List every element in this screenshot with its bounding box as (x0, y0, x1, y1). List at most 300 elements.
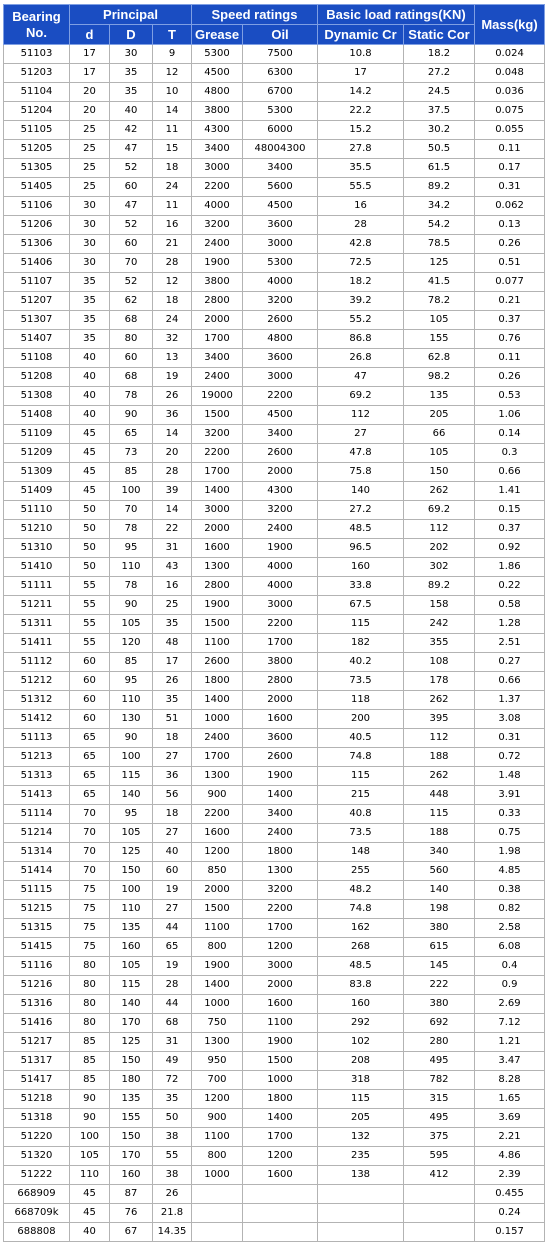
grease-cell: 1500 (192, 615, 243, 634)
table-row (4, 178, 545, 197)
d-cell: 70 (70, 843, 110, 862)
oil-cell: 48004300 (243, 140, 318, 159)
mass-cell: 0.11 (475, 140, 545, 159)
static-cell: 145 (404, 957, 475, 976)
dynamic-cell: 148 (318, 843, 404, 862)
grease-cell (192, 1204, 243, 1223)
d-cell: 100 (70, 1128, 110, 1147)
mass-cell: 2.21 (475, 1128, 545, 1147)
dynamic-cell: 27.8 (318, 140, 404, 159)
D-cell: 35 (110, 64, 153, 83)
dynamic-cell (318, 1204, 404, 1223)
static-cell: 280 (404, 1033, 475, 1052)
d-cell: 80 (70, 976, 110, 995)
bearing-cell: 51307 (4, 311, 70, 330)
dynamic-cell: 73.5 (318, 824, 404, 843)
bearing-cell: 668909 (4, 1185, 70, 1204)
mass-cell: 0.37 (475, 311, 545, 330)
T-cell: 18 (153, 805, 192, 824)
D-cell: 52 (110, 216, 153, 235)
bearing-cell: 51222 (4, 1166, 70, 1185)
bearing-cell: 51206 (4, 216, 70, 235)
oil-cell: 2000 (243, 691, 318, 710)
grease-cell: 1100 (192, 1128, 243, 1147)
table-row (4, 748, 545, 767)
mass-cell: 8.28 (475, 1071, 545, 1090)
mass-cell: 1.98 (475, 843, 545, 862)
mass-cell: 1.41 (475, 482, 545, 501)
static-cell: 105 (404, 311, 475, 330)
mass-cell: 0.075 (475, 102, 545, 121)
T-cell: 15 (153, 140, 192, 159)
oil-cell: 3600 (243, 349, 318, 368)
T-cell: 19 (153, 368, 192, 387)
oil-cell: 2600 (243, 444, 318, 463)
grease-cell (192, 1223, 243, 1242)
static-cell: 24.5 (404, 83, 475, 102)
T-cell: 51 (153, 710, 192, 729)
D-cell: 100 (110, 482, 153, 501)
dynamic-cell: 69.2 (318, 387, 404, 406)
oil-cell: 7500 (243, 45, 318, 64)
dynamic-cell: 72.5 (318, 254, 404, 273)
oil-cell: 4000 (243, 577, 318, 596)
bearing-cell: 51311 (4, 615, 70, 634)
grease-cell: 1500 (192, 406, 243, 425)
table-row (4, 216, 545, 235)
oil-cell: 1100 (243, 1014, 318, 1033)
d-cell: 50 (70, 539, 110, 558)
grease-cell: 1000 (192, 995, 243, 1014)
mass-cell: 2.51 (475, 634, 545, 653)
T-cell: 13 (153, 349, 192, 368)
static-cell: 98.2 (404, 368, 475, 387)
bearing-cell: 51108 (4, 349, 70, 368)
mass-header: Mass(kg) (475, 5, 545, 45)
oil-cell: 2600 (243, 311, 318, 330)
mass-cell: 0.13 (475, 216, 545, 235)
table-row (4, 102, 545, 121)
T-cell: 20 (153, 444, 192, 463)
static-cell: 78.2 (404, 292, 475, 311)
static-cell: 302 (404, 558, 475, 577)
T-cell: 55 (153, 1147, 192, 1166)
dynamic-cell: 112 (318, 406, 404, 425)
D-cell: 76 (110, 1204, 153, 1223)
grease-cell: 800 (192, 1147, 243, 1166)
d-cell: 20 (70, 102, 110, 121)
mass-cell: 0.76 (475, 330, 545, 349)
dynamic-cell: 205 (318, 1109, 404, 1128)
grease-cell: 1900 (192, 596, 243, 615)
grease-cell: 19000 (192, 387, 243, 406)
oil-cell: 1600 (243, 710, 318, 729)
dynamic-cell: 15.2 (318, 121, 404, 140)
T-cell: 9 (153, 45, 192, 64)
T-cell: 43 (153, 558, 192, 577)
mass-cell: 0.66 (475, 672, 545, 691)
T-header: T (153, 25, 192, 45)
oil-cell: 2200 (243, 900, 318, 919)
mass-cell: 3.69 (475, 1109, 545, 1128)
oil-cell: 5300 (243, 102, 318, 121)
bearing-cell: 51411 (4, 634, 70, 653)
static-cell: 315 (404, 1090, 475, 1109)
oil-cell (243, 1204, 318, 1223)
d-cell: 65 (70, 729, 110, 748)
D-cell: 100 (110, 881, 153, 900)
mass-cell: 1.21 (475, 1033, 545, 1052)
static-cell: 78.5 (404, 235, 475, 254)
table-row (4, 672, 545, 691)
static-cell: 595 (404, 1147, 475, 1166)
D-cell: 65 (110, 425, 153, 444)
table-row (4, 558, 545, 577)
T-cell: 10 (153, 83, 192, 102)
T-cell: 25 (153, 596, 192, 615)
D-cell: 110 (110, 558, 153, 577)
mass-cell: 0.9 (475, 976, 545, 995)
grease-cell: 900 (192, 786, 243, 805)
T-cell: 19 (153, 957, 192, 976)
grease-cell: 1500 (192, 900, 243, 919)
D-cell: 105 (110, 824, 153, 843)
T-cell: 11 (153, 121, 192, 140)
static-cell: 50.5 (404, 140, 475, 159)
table-row (4, 197, 545, 216)
d-cell: 60 (70, 672, 110, 691)
mass-cell: 0.72 (475, 748, 545, 767)
d-cell: 60 (70, 691, 110, 710)
d-cell: 35 (70, 292, 110, 311)
T-cell: 11 (153, 197, 192, 216)
oil-cell: 3000 (243, 368, 318, 387)
T-cell: 39 (153, 482, 192, 501)
mass-cell: 2.39 (475, 1166, 545, 1185)
d-cell: 75 (70, 938, 110, 957)
d-cell: 40 (70, 1223, 110, 1242)
oil-cell: 1700 (243, 634, 318, 653)
static-cell: 340 (404, 843, 475, 862)
dynamic-cell: 10.8 (318, 45, 404, 64)
bearing-cell: 51306 (4, 235, 70, 254)
dynamic-cell: 268 (318, 938, 404, 957)
table-row (4, 596, 545, 615)
d-cell: 45 (70, 1185, 110, 1204)
table-row (4, 64, 545, 83)
dynamic-cell: 235 (318, 1147, 404, 1166)
table-row (4, 292, 545, 311)
table-row (4, 577, 545, 596)
grease-cell: 950 (192, 1052, 243, 1071)
bearing-cell: 51208 (4, 368, 70, 387)
D-cell: 140 (110, 786, 153, 805)
table-row (4, 976, 545, 995)
dynamic-cell: 40.5 (318, 729, 404, 748)
T-cell: 16 (153, 577, 192, 596)
d-cell: 55 (70, 634, 110, 653)
oil-cell: 1900 (243, 539, 318, 558)
bearing-cell: 51309 (4, 463, 70, 482)
static-cell: 155 (404, 330, 475, 349)
mass-cell: 0.24 (475, 1204, 545, 1223)
oil-cell: 1400 (243, 1109, 318, 1128)
dynamic-cell: 83.8 (318, 976, 404, 995)
static-cell: 89.2 (404, 178, 475, 197)
d-cell: 30 (70, 216, 110, 235)
dynamic-cell: 292 (318, 1014, 404, 1033)
bearing-cell: 51417 (4, 1071, 70, 1090)
T-cell: 35 (153, 615, 192, 634)
mass-cell: 0.53 (475, 387, 545, 406)
dynamic-cell: 35.5 (318, 159, 404, 178)
d-cell: 70 (70, 805, 110, 824)
T-cell: 18 (153, 292, 192, 311)
mass-cell: 0.055 (475, 121, 545, 140)
dynamic-cell: 318 (318, 1071, 404, 1090)
T-cell: 56 (153, 786, 192, 805)
static-cell: 135 (404, 387, 475, 406)
D-cell: 85 (110, 653, 153, 672)
table-row (4, 843, 545, 862)
D-cell: 52 (110, 273, 153, 292)
d-cell: 85 (70, 1033, 110, 1052)
bearing-cell: 51413 (4, 786, 70, 805)
oil-cell: 1600 (243, 995, 318, 1014)
dynamic-cell (318, 1185, 404, 1204)
oil-cell: 6700 (243, 83, 318, 102)
mass-cell: 3.91 (475, 786, 545, 805)
table-row (4, 387, 545, 406)
bearing-cell: 51104 (4, 83, 70, 102)
oil-cell: 3000 (243, 596, 318, 615)
grease-cell: 1100 (192, 634, 243, 653)
T-cell: 65 (153, 938, 192, 957)
static-cell: 18.2 (404, 45, 475, 64)
grease-cell: 1300 (192, 767, 243, 786)
bearing-cell: 51313 (4, 767, 70, 786)
oil-cell: 1700 (243, 1128, 318, 1147)
D-cell: 95 (110, 805, 153, 824)
static-cell: 105 (404, 444, 475, 463)
table-row (4, 83, 545, 102)
d-cell: 45 (70, 482, 110, 501)
D-cell: 115 (110, 976, 153, 995)
mass-cell: 0.455 (475, 1185, 545, 1204)
T-cell: 14 (153, 102, 192, 121)
oil-cell: 1900 (243, 767, 318, 786)
dynamic-cell: 48.5 (318, 957, 404, 976)
grease-cell: 1200 (192, 843, 243, 862)
oil-cell: 2000 (243, 463, 318, 482)
static-cell: 202 (404, 539, 475, 558)
table-row (4, 140, 545, 159)
dynamic-cell: 132 (318, 1128, 404, 1147)
table-row (4, 634, 545, 653)
oil-cell: 2400 (243, 520, 318, 539)
static-cell: 41.5 (404, 273, 475, 292)
d-cell: 90 (70, 1090, 110, 1109)
oil-cell: 1200 (243, 938, 318, 957)
table-row (4, 1033, 545, 1052)
D-cell: 47 (110, 140, 153, 159)
table-row (4, 482, 545, 501)
bearing-cell: 51407 (4, 330, 70, 349)
grease-cell: 3400 (192, 140, 243, 159)
grease-cell: 3400 (192, 349, 243, 368)
bearing-cell: 51107 (4, 273, 70, 292)
oil-cell: 3600 (243, 729, 318, 748)
oil-cell (243, 1223, 318, 1242)
D-header: D (110, 25, 153, 45)
bearing-cell: 51205 (4, 140, 70, 159)
D-cell: 105 (110, 615, 153, 634)
oil-cell: 3400 (243, 805, 318, 824)
static-cell: 242 (404, 615, 475, 634)
grease-cell: 4300 (192, 121, 243, 140)
D-cell: 160 (110, 938, 153, 957)
T-cell: 12 (153, 64, 192, 83)
T-cell: 26 (153, 387, 192, 406)
T-cell: 38 (153, 1166, 192, 1185)
bearing-cell: 51217 (4, 1033, 70, 1052)
grease-cell: 1200 (192, 1090, 243, 1109)
bearing-cell: 51406 (4, 254, 70, 273)
mass-cell: 7.12 (475, 1014, 545, 1033)
grease-cell: 3800 (192, 273, 243, 292)
D-cell: 110 (110, 900, 153, 919)
grease-cell: 1000 (192, 1166, 243, 1185)
d-cell: 45 (70, 444, 110, 463)
D-cell: 78 (110, 387, 153, 406)
T-cell: 36 (153, 406, 192, 425)
principal-header: Principal (70, 5, 192, 25)
table-row (4, 615, 545, 634)
mass-cell: 0.036 (475, 83, 545, 102)
grease-cell: 750 (192, 1014, 243, 1033)
grease-cell: 1400 (192, 976, 243, 995)
bearing-cell: 51216 (4, 976, 70, 995)
d-cell: 110 (70, 1166, 110, 1185)
dynamic-cell (318, 1223, 404, 1242)
oil-cell: 5300 (243, 254, 318, 273)
d-cell: 40 (70, 368, 110, 387)
dynamic-cell: 18.2 (318, 273, 404, 292)
table-row (4, 957, 545, 976)
oil-cell (243, 1185, 318, 1204)
mass-cell: 0.33 (475, 805, 545, 824)
bearing-cell: 51115 (4, 881, 70, 900)
T-cell: 50 (153, 1109, 192, 1128)
table-row (4, 1166, 545, 1185)
D-cell: 95 (110, 672, 153, 691)
dynamic-cell: 40.2 (318, 653, 404, 672)
d-cell: 60 (70, 710, 110, 729)
mass-cell: 0.26 (475, 368, 545, 387)
d-cell: 30 (70, 197, 110, 216)
d-cell: 35 (70, 330, 110, 349)
d-cell: 40 (70, 349, 110, 368)
static-cell: 380 (404, 995, 475, 1014)
bearing-cell: 51103 (4, 45, 70, 64)
dynamic-cell: 14.2 (318, 83, 404, 102)
bearing-cell: 51408 (4, 406, 70, 425)
oil-cell: 3000 (243, 235, 318, 254)
table-row (4, 463, 545, 482)
static-cell: 262 (404, 482, 475, 501)
D-cell: 30 (110, 45, 153, 64)
D-cell: 160 (110, 1166, 153, 1185)
grease-cell: 2200 (192, 178, 243, 197)
T-cell: 35 (153, 1090, 192, 1109)
dynamic-cell: 86.8 (318, 330, 404, 349)
mass-cell: 0.157 (475, 1223, 545, 1242)
T-cell: 60 (153, 862, 192, 881)
T-cell: 21.8 (153, 1204, 192, 1223)
d-cell: 40 (70, 406, 110, 425)
table-row (4, 121, 545, 140)
bearing-cell: 51305 (4, 159, 70, 178)
bearing-cell: 51220 (4, 1128, 70, 1147)
oil-header: Oil (243, 25, 318, 45)
table-row (4, 824, 545, 843)
bearing-cell: 51111 (4, 577, 70, 596)
D-cell: 135 (110, 1090, 153, 1109)
grease-cell: 850 (192, 862, 243, 881)
mass-cell: 0.38 (475, 881, 545, 900)
grease-cell: 1400 (192, 691, 243, 710)
d-cell: 55 (70, 577, 110, 596)
oil-cell: 6300 (243, 64, 318, 83)
T-cell: 28 (153, 976, 192, 995)
D-cell: 150 (110, 1052, 153, 1071)
mass-cell: 0.26 (475, 235, 545, 254)
d-cell: 65 (70, 748, 110, 767)
dynamic-cell: 74.8 (318, 900, 404, 919)
D-cell: 150 (110, 862, 153, 881)
T-cell: 40 (153, 843, 192, 862)
static-cell: 112 (404, 520, 475, 539)
oil-cell: 4300 (243, 482, 318, 501)
mass-cell: 6.08 (475, 938, 545, 957)
grease-cell: 1900 (192, 254, 243, 273)
table-row (4, 1052, 545, 1071)
static-cell: 560 (404, 862, 475, 881)
bearing-cell: 51212 (4, 672, 70, 691)
bearing-cell: 668709k (4, 1204, 70, 1223)
d-cell: 90 (70, 1109, 110, 1128)
T-cell: 35 (153, 691, 192, 710)
T-cell: 26 (153, 672, 192, 691)
oil-cell: 2200 (243, 387, 318, 406)
dynamic-cell: 33.8 (318, 577, 404, 596)
oil-cell: 4000 (243, 273, 318, 292)
table-row (4, 254, 545, 273)
mass-cell: 0.17 (475, 159, 545, 178)
grease-header: Grease (192, 25, 243, 45)
mass-cell: 3.08 (475, 710, 545, 729)
grease-cell: 2000 (192, 520, 243, 539)
table-row (4, 520, 545, 539)
bearing-cell: 51209 (4, 444, 70, 463)
T-cell: 72 (153, 1071, 192, 1090)
d-cell: 65 (70, 786, 110, 805)
D-cell: 60 (110, 178, 153, 197)
T-cell: 32 (153, 330, 192, 349)
mass-cell: 0.15 (475, 501, 545, 520)
D-cell: 90 (110, 596, 153, 615)
oil-cell: 1300 (243, 862, 318, 881)
